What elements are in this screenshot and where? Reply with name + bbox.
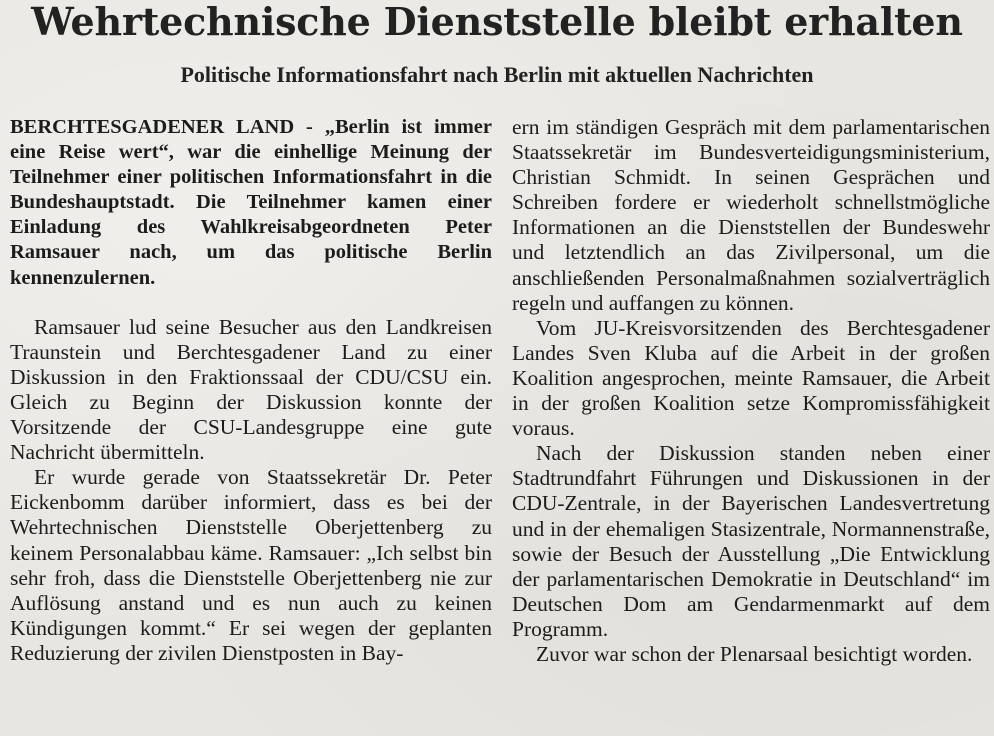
body-paragraph: ern im ständigen Gespräch mit dem parlamentarischen Staatssekretär im Bundesverteidigungsministerium, Christian Schmidt. In seinen Gesprächen und Schreiben fordere er wiederholt schnellstmögliche Informationen an die Dienststellen der Bundeswehr und letztendlich an das Zivilpersonal, um die anschließenden Personalmaßnahmen sozialverträglich regeln und auffangen zu können. — [512, 115, 990, 315]
article-column-left — [10, 115, 492, 666]
body-paragraph: Vom JU-Kreisvorsitzenden des Berchtesgadener Landes Sven Kluba auf die Arbeit in der großen Koalition angesprochen, meinte Ramsauer, die Arbeit in der großen Koalition setze Kompromissfähigkeit voraus. — [512, 315, 990, 441]
article-column-right — [512, 115, 990, 667]
body-paragraph: Nach der Diskussion standen neben einer Stadtrundfahrt Führungen und Diskussionen in der CDU-Zentrale, in der Bayerischen Landesvertretung und in der ehemaligen Stasizentrale, Normannenstraße, sowie der Besuch der Ausstellung „Die Entwicklung der parlamentarischen Demokratie in Deutschland“ im Deutschen Dom am Gendarmenmarkt auf dem Programm. — [512, 441, 990, 641]
body-paragraph: Zuvor war schon der Plenarsaal besichtigt worden. — [536, 641, 973, 666]
body-paragraph: Ramsauer lud seine Besucher aus den Landkreisen Traunstein und Berchtesgadener Land zu einer Diskussion in den Fraktionssaal der CDU/CSU ein. Gleich zu Beginn der Diskussion konnte der Vorsitzende der CSU-Landesgruppe eine gute Nachricht übermitteln. — [10, 314, 492, 465]
paragraph-gap — [10, 291, 492, 315]
headline: Wehrtechnische Dienststelle bleibt erhalten — [31, 0, 963, 44]
subheadline: Politische Informationsfahrt nach Berlin mit aktuellen Nachrichten — [180, 62, 814, 87]
dateline: BERCHTESGADENER LAND - — [10, 116, 325, 138]
lead-text: „Berlin ist immer eine Reise wert“, war die einhellige Meinung der Teilnehmer einer politischen Informationsfahrt in die Bundeshauptstadt. Die Teilnehmer kamen einer Einladung des Wahlkreisabgeordneten Peter Ramsauer nach, um das politische Berlin kennenzulernen. — [10, 116, 492, 289]
lead-paragraph — [10, 115, 492, 291]
body-paragraph: Er wurde gerade von Staatssekretär Dr. Peter Eickenbomm darüber informiert, dass es bei der Wehrtechnischen Dienststelle Oberjettenberg zu keinem Personalabbau käme. Ramsauer: „Ich selbst bin sehr froh, dass die Dienststelle Oberjettenberg nie zur Auflösung anstand und es nun auch zu keinen Kündigungen kommt.“ Er sei wegen der geplanten Reduzierung der zivilen Dienstposten in Bay- — [10, 465, 492, 665]
